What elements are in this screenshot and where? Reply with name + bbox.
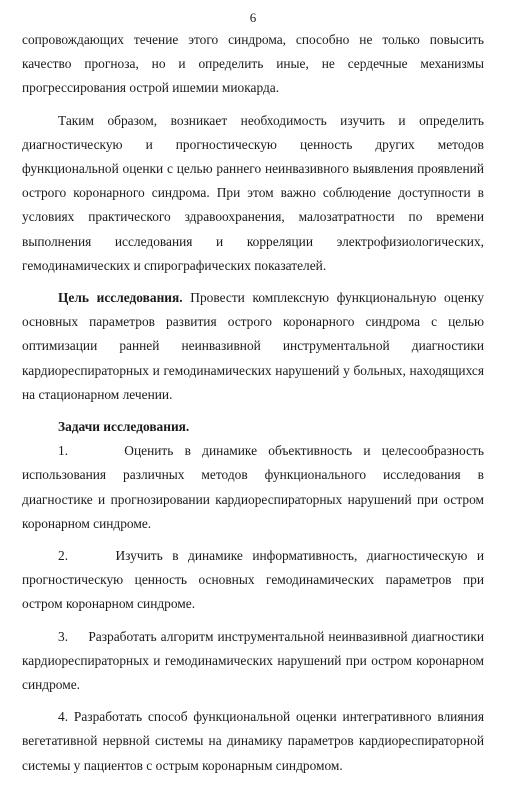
paragraph-necessity: Таким образом, возникает необходимость изучить и определить диагностическую и прогностическую ценность других методов функциональной оценки с целью раннего неинвазивного выявления проявлений острого коронарного синдрома. При этом важно соблюдение доступности в условиях практического здравоохранения, малозатратности по времени выполнения исследования и корреляции электрофизиологических, гемодинамических и спирографических показателей. [22, 112, 484, 273]
document-body [22, 28, 484, 778]
page-number: 6 [249, 10, 257, 25]
tasks-heading: Задачи исследования. [58, 419, 190, 435]
goal-heading: Цель исследования. [58, 290, 183, 306]
goal-text: Провести комплексную функциональную оценку основных параметров развития острого коронарного синдрома с целью оптимизации ранней неинвазивной инструментальной диагностики кардиореспираторных и гемодинамических нарушений у больных, находящихся на стационарном лечении. [22, 290, 484, 402]
task-item-2: 2. Изучить в динамике информативность, диагностическую и прогностическую ценность основных гемодинамических параметров при остром коронарном синдроме. [22, 548, 484, 612]
task-item-1: 1. Оценить в динамике объективность и целесообразность использования различных методов функционального исследования в диагностике и прогнозировании кардиореспираторных нарушений при остром коронарном синдроме. [22, 443, 484, 531]
task-item-4: 4. Разработать способ функциональной оценки интегративного влияния вегетативной нервной системы на динамику параметров кардиореспираторной системы у пациентов с острым коронарным синдромом. [22, 709, 484, 773]
paragraph-continuation: сопровождающих течение этого синдрома, способно не только повысить качество прогноза, но и определить иные, не сердечные механизмы прогрессирования острой ишемии миокарда. [22, 32, 484, 96]
task-item-3: 3. Разработать алгоритм инструментальной неинвазивной диагностики кардиореспираторных и гемодинамических нарушений при остром коронарном синдроме. [22, 628, 484, 693]
paragraph-goal [22, 286, 484, 407]
